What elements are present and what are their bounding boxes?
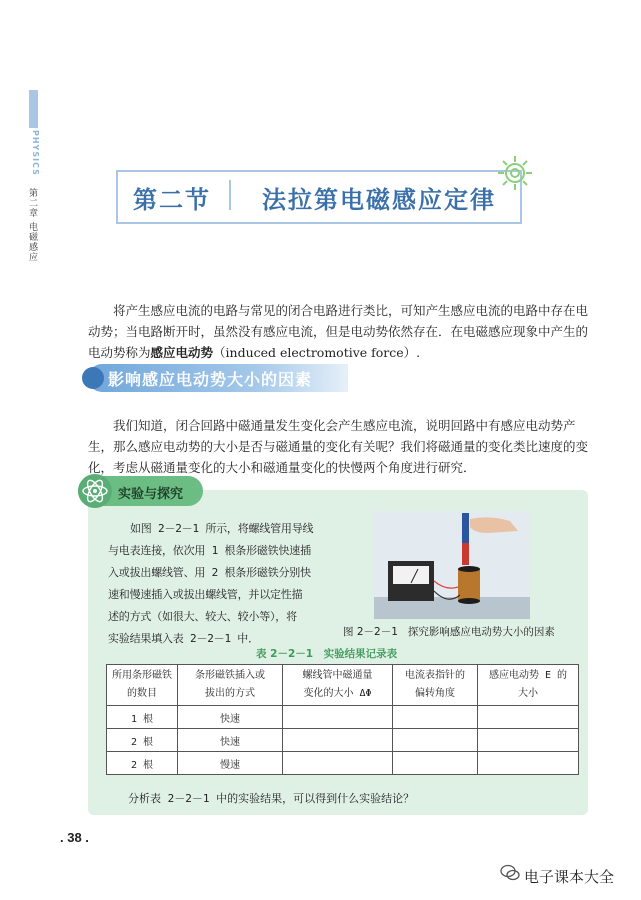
experiment-photo xyxy=(374,511,530,619)
subsection-title: 影响感应电动势大小的因素 xyxy=(108,370,313,389)
figure-caption: 图 2－2－1 探究影响感应电动势大小的因素 xyxy=(343,626,555,638)
watermark-label: 电子课本大全 xyxy=(524,868,615,886)
title-divider xyxy=(229,180,231,210)
table-cell xyxy=(283,729,393,752)
table-cell: 2 根 xyxy=(107,752,178,775)
table-header-row xyxy=(107,665,579,706)
table-cell xyxy=(283,752,393,775)
table-cell xyxy=(393,729,478,752)
table-cell xyxy=(478,752,579,775)
table-header-cell: 感应电动势 E 的 大小 xyxy=(478,665,579,706)
experiment-line: 如图 2－2－1 所示，将螺线管用导线 xyxy=(130,522,314,535)
side-physics-label: PHYSICS xyxy=(31,130,40,176)
experiment-line: 述的方式（如很大、较大、较小等），将 xyxy=(108,610,297,623)
table-cell xyxy=(393,706,478,729)
side-chapter-label: 第二章 电磁感应 xyxy=(27,188,37,262)
experiment-label: 实验与探究 xyxy=(118,487,184,502)
experiment-line: 入或拔出螺线管、用 2 根条形磁铁分别快 xyxy=(108,566,311,579)
table-cell: 快速 xyxy=(178,706,283,729)
table-cell xyxy=(478,706,579,729)
table-cell: 快速 xyxy=(178,729,283,752)
table-row xyxy=(107,706,579,729)
intro-paragraph: 将产生感应电流的电路与常见的闭合电路进行类比，可知产生感应电流的电路中存在电动势；当电路断开时，虽然没有感应电流，但是电动势依然存在．在电磁感应现象中产生的电动势称为感应电动势（induced electromotive force）. xyxy=(88,302,589,360)
table-header-cell: 电流表指针的 偏转角度 xyxy=(393,665,478,706)
table-cell xyxy=(478,729,579,752)
table-header-cell: 条形磁铁插入或 拔出的方式 xyxy=(178,665,283,706)
body-paragraph: 我们知道，闭合回路中磁通量发生变化会产生感应电流，说明回路中有感应电动势产生，那么感应电动势的大小是否与磁通量的变化有关呢？我们将磁通量的变化类比速度的变化，考虑从磁通量变化的大小和磁通量变化的快慢两个角度进行研究． xyxy=(88,417,589,475)
section-title: 法拉第电磁感应定律 xyxy=(262,186,496,214)
table-caption: 表 2－2－1 实验结果记录表 xyxy=(256,648,398,660)
table-row xyxy=(107,752,579,775)
analysis-question: 分析表 2－2－1 中的实验结果，可以得到什么实验结论？ xyxy=(128,792,415,805)
key-term: 感应电动势 xyxy=(150,344,214,360)
atom-icon xyxy=(78,474,112,508)
section-number: 第二节 xyxy=(133,186,211,214)
table-header-cell: 螺线管中磁通量 变化的大小 ΔΦ xyxy=(283,665,393,706)
table-cell: 慢速 xyxy=(178,752,283,775)
table-cell xyxy=(393,752,478,775)
gear-icon xyxy=(494,152,536,194)
table-row xyxy=(107,729,579,752)
results-table xyxy=(106,664,579,775)
table-cell: 2 根 xyxy=(107,729,178,752)
table-header-cell: 所用条形磁铁 的数目 xyxy=(107,665,178,706)
side-color-bar xyxy=(29,90,38,128)
table-cell xyxy=(283,706,393,729)
experiment-line: 与电表连接，依次用 1 根条形磁铁快速插 xyxy=(108,544,311,557)
wechat-icon xyxy=(500,864,520,882)
table-cell: 1 根 xyxy=(107,706,178,729)
page-number: . 38 . xyxy=(60,830,89,845)
experiment-line: 速和慢速插入或拔出螺线管，并以定性描 xyxy=(108,588,303,601)
experiment-line: 实验结果填入表 2－2－1 中． xyxy=(108,632,259,645)
